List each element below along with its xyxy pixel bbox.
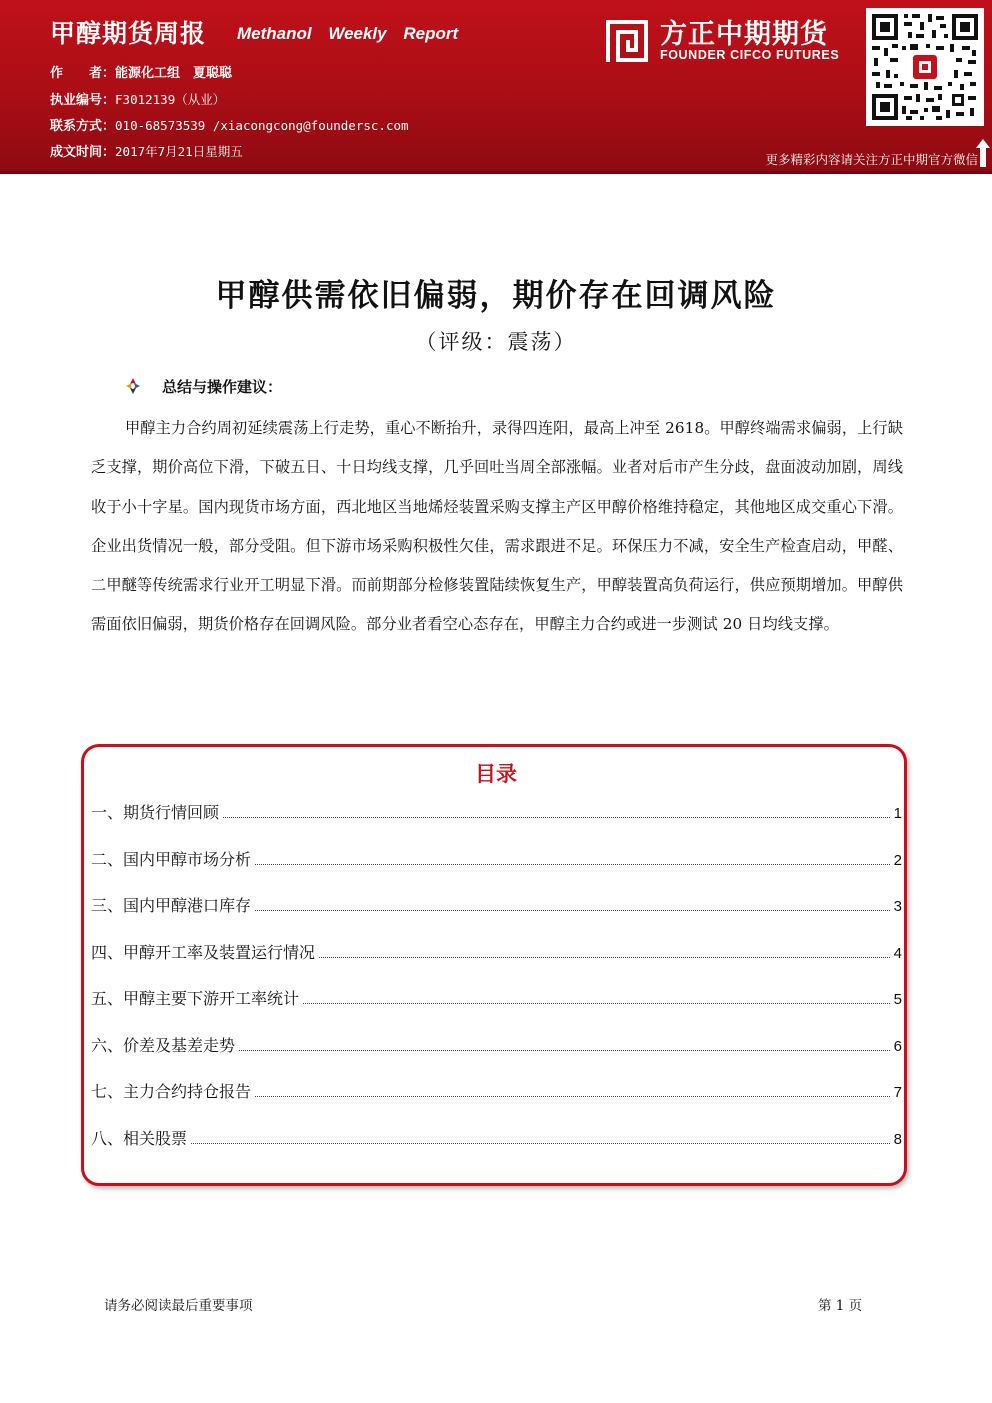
rating-label: （评级：震荡） xyxy=(415,330,577,354)
toc-item-label: 一、期货行情回顾 xyxy=(91,803,220,822)
license-value: F3012139（从业） xyxy=(115,92,226,107)
license-line xyxy=(50,89,225,108)
diamond-bullet-icon xyxy=(126,378,140,394)
up-arrow-icon xyxy=(976,139,990,167)
toc-item-label: 三、国内甲醇港口库存 xyxy=(91,896,252,915)
founder-logo-icon xyxy=(604,18,650,64)
wechat-qr-code xyxy=(866,8,984,126)
toc-item-page: 3 xyxy=(893,898,902,915)
wechat-follow-note: 更多精彩内容请关注方正中期官方微信 xyxy=(765,152,978,167)
toc-item-5[interactable] xyxy=(91,986,902,1010)
toc-item-1[interactable] xyxy=(91,800,902,824)
license-label: 执业编号： xyxy=(50,93,116,108)
toc-leader xyxy=(255,1082,890,1097)
page-title: 甲醇供需依旧偏弱，期价存在回调风险 xyxy=(215,278,777,314)
date-label: 成文时间： xyxy=(50,145,116,160)
date-value: 2017年7月21日星期五 xyxy=(115,144,243,159)
summary-paragraph: 甲醇主力合约周初延续震荡上行走势，重心不断抬升，录得四连阳，最高上冲至 2618。甲醇终端需求偏弱，上行缺乏支撑，期价高位下滑，下破五日、十日均线支撑，几乎回吐当周全部涨幅。业者对后市产生分歧，盘面波动加剧，周线收于小十字星。国内现货市场方面，西北地区当地烯烃装置采购支撑主产区甲醇价格维持稳定，其他地区成交重心下滑。企业出货情况一般，部分受阻。但下游市场采购积极性欠佳，需求跟进不足。环保压力不减，安全生产检查启动，甲醛、二甲醚等传统需求行业开工明显下滑。而前期部分检修装置陆续恢复生产，甲醇装置高负荷运行，供应预期增加。甲醇供需面依旧偏弱，期货价格存在回调风险。部分业者看空心态存在，甲醇主力合约或进一步测试 20 日均线支撑。 xyxy=(91,419,903,634)
footer-notice: 请务必阅读最后重要事项 xyxy=(104,1298,253,1314)
toc-leader xyxy=(303,989,890,1004)
toc-leader xyxy=(255,896,890,911)
toc-item-6[interactable] xyxy=(91,1033,902,1057)
toc-item-page: 7 xyxy=(893,1084,902,1101)
toc-item-4[interactable] xyxy=(91,940,902,964)
toc-item-page: 1 xyxy=(893,805,902,822)
toc-item-page: 5 xyxy=(893,991,902,1008)
toc-leader xyxy=(223,803,890,818)
date-line xyxy=(50,141,243,160)
contact-label: 联系方式： xyxy=(50,119,116,134)
toc-item-label: 五、甲醇主要下游开工率统计 xyxy=(91,989,300,1008)
logo-text-en: FOUNDER CIFCO FUTURES xyxy=(660,48,840,62)
toc-item-page: 2 xyxy=(893,852,902,869)
toc-item-label: 二、国内甲醇市场分析 xyxy=(91,850,252,869)
toc-item-label: 七、主力合约持仓报告 xyxy=(91,1082,252,1101)
toc-leader xyxy=(239,1036,890,1051)
author-line xyxy=(50,62,232,81)
toc-item-page: 6 xyxy=(893,1038,902,1055)
header-divider xyxy=(0,171,992,174)
contact-line xyxy=(50,115,409,134)
toc-item-7[interactable] xyxy=(91,1079,902,1103)
toc-item-label: 四、甲醇开工率及装置运行情况 xyxy=(91,943,316,962)
toc-leader xyxy=(319,943,890,958)
toc-leader xyxy=(255,850,890,865)
report-title-en: Methanol Weekly Report xyxy=(237,24,459,43)
toc-item-page: 4 xyxy=(893,945,902,962)
toc-title: 目录 xyxy=(475,762,517,786)
toc-item-8[interactable] xyxy=(91,1126,902,1150)
toc-item-3[interactable] xyxy=(91,893,902,917)
report-title-cn: 甲醇期货周报 xyxy=(50,19,207,48)
toc-leader xyxy=(191,1129,890,1144)
toc-item-page: 8 xyxy=(893,1131,902,1148)
toc-item-2[interactable] xyxy=(91,847,902,871)
contact-value: 010-68573539 /xiacongcong@foundersc.com xyxy=(115,118,409,133)
footer-page-number: 第 1 页 xyxy=(818,1298,863,1314)
author-label: 作 者： xyxy=(50,66,116,81)
author-value: 能源化工组 夏聪聪 xyxy=(115,66,233,81)
toc-item-label: 六、价差及基差走势 xyxy=(91,1036,236,1055)
toc-item-label: 八、相关股票 xyxy=(91,1129,188,1148)
qr-code-icon xyxy=(870,12,980,122)
logo-text-cn: 方正中期期货 xyxy=(660,19,828,50)
summary-heading-text: 总结与操作建议： xyxy=(162,378,283,396)
